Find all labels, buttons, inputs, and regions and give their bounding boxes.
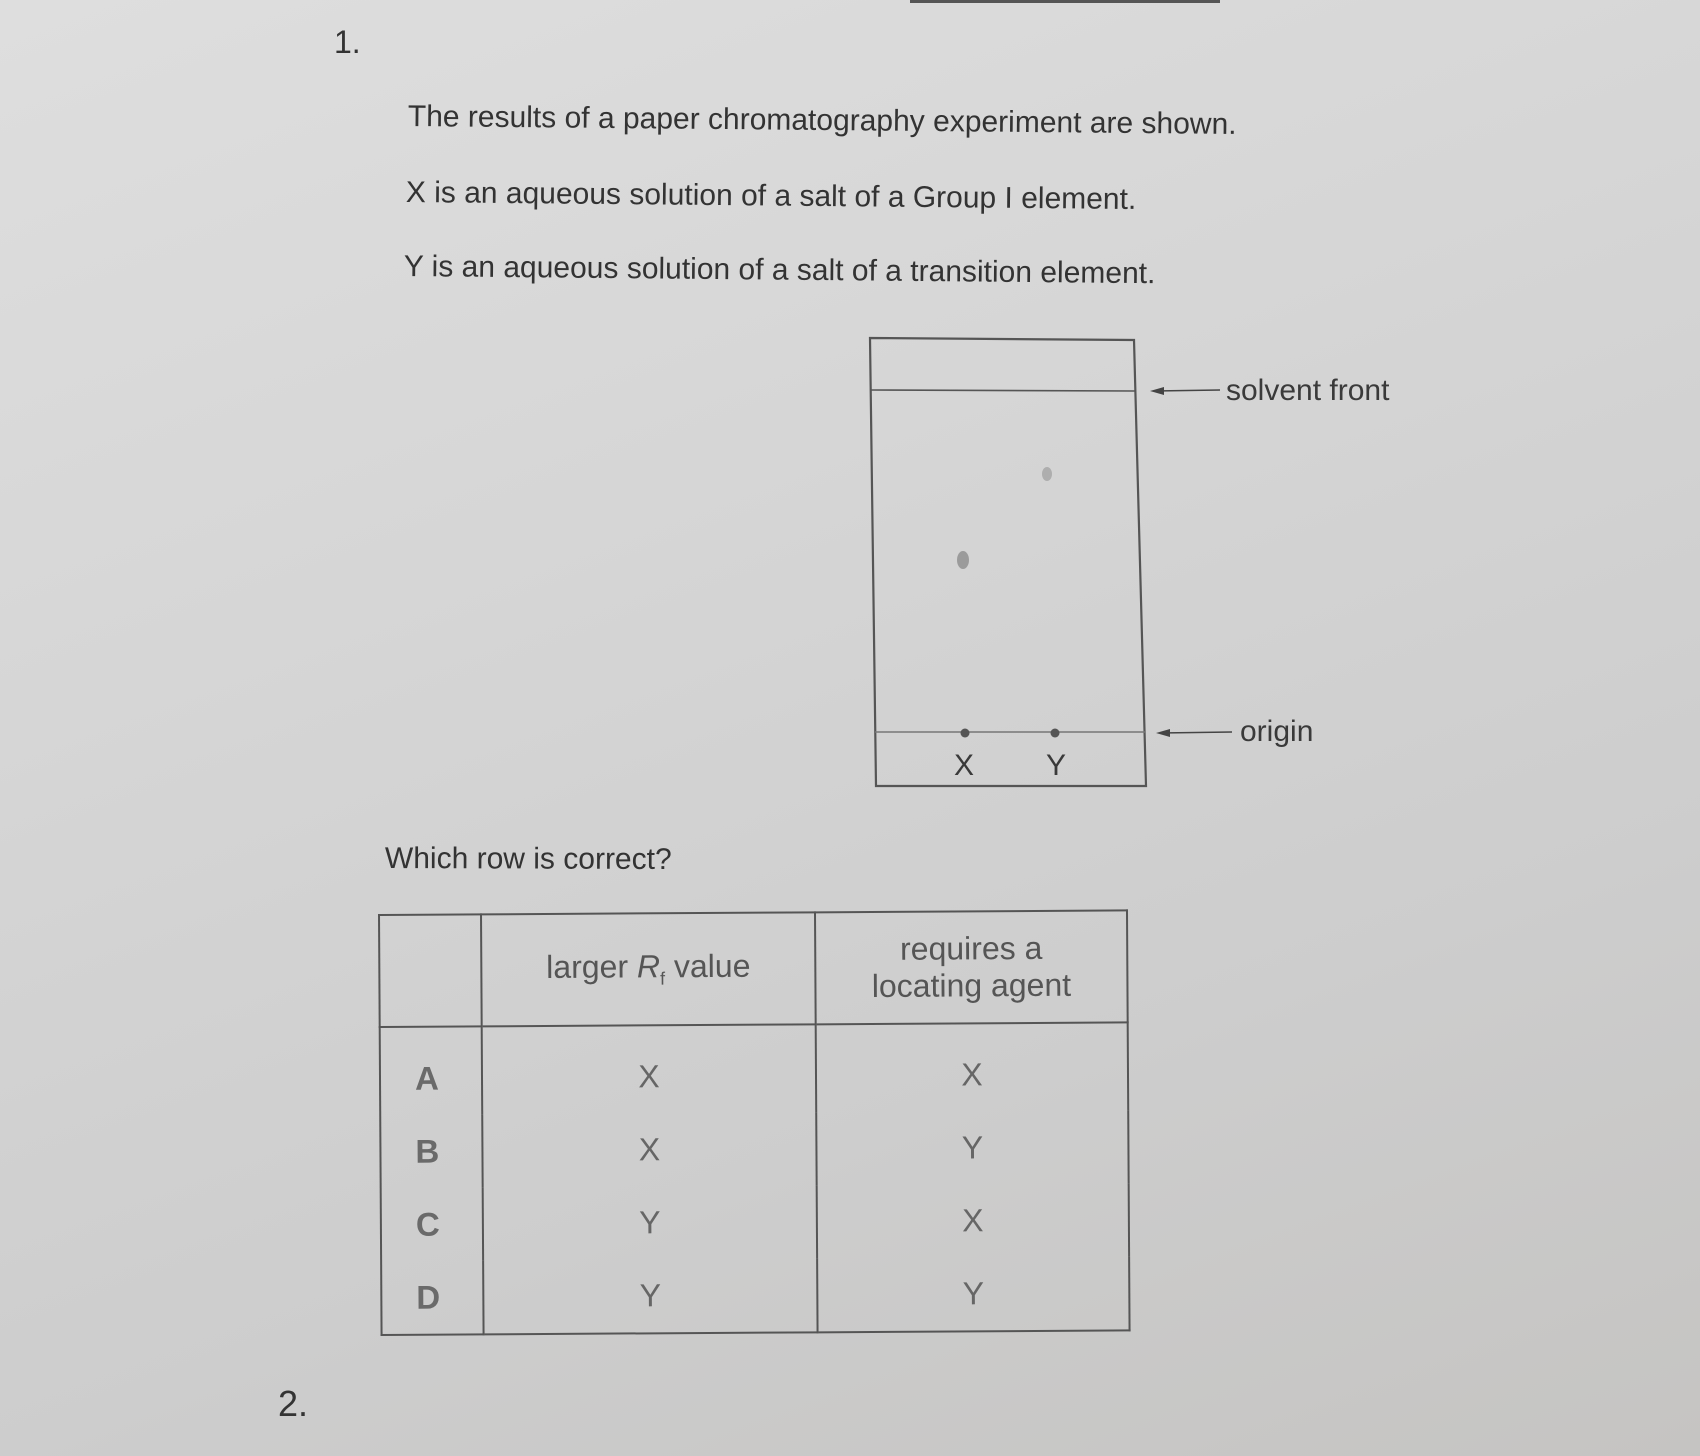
table-row [380,1022,1129,1115]
row-b-larger-rf: X [482,1112,816,1187]
solvent-front-label: solvent front [1226,374,1390,407]
row-d-larger-rf: Y [483,1258,817,1334]
question-2-number: 2. [278,1383,309,1424]
row-label-c: C [381,1187,483,1261]
header-rf-subscript: f [660,968,666,989]
header-locating-line-2: locating agent [871,966,1072,1004]
header-rf-prefix: larger [546,948,638,986]
table-row [380,1110,1128,1188]
chromatography-paper [870,338,1146,786]
row-a-larger-rf: X [482,1024,817,1114]
row-label-b: B [380,1114,482,1188]
row-c-locating-agent: X [817,1183,1129,1258]
solvent-front-line [871,390,1135,391]
header-locating-line-1: requires a [899,929,1043,967]
question-prompt: Which row is correct? [384,842,672,877]
solvent-front-arrowhead [1150,387,1164,395]
solution-x-description: X is an aqueous solution of a salt of a Group I element. [405,176,1137,217]
header-larger-rf [481,912,816,1026]
header-blank-cell [379,914,482,1027]
spot-label-x: X [953,749,975,782]
row-label-a: A [380,1026,483,1115]
header-rf-symbol: R [636,948,661,985]
answer-options-table [378,909,1131,1336]
question-intro-text: The results of a paper chromatography experiment are shown. [407,100,1237,141]
chromatogram-diagram [868,334,1390,794]
table-row [381,1256,1129,1335]
header-locating-agent [815,910,1128,1024]
origin-arrow-line [1160,732,1232,733]
spot-y [1042,467,1052,481]
row-a-locating-agent: X [816,1022,1129,1112]
row-b-locating-agent: Y [816,1110,1128,1185]
origin-arrowhead [1156,729,1170,737]
solution-y-description: Y is an aqueous solution of a salt of a transition element. [403,250,1156,291]
spot-x [957,551,969,569]
table-row [381,1183,1129,1261]
spot-label-y: Y [1045,749,1067,782]
table-header-row [379,910,1128,1027]
row-d-locating-agent: Y [817,1256,1129,1332]
page-top-rule [910,0,1220,3]
question-1-number: 1. [334,24,361,60]
origin-dot-x [961,729,970,738]
row-c-larger-rf: Y [483,1185,817,1260]
header-rf-suffix: value [664,948,751,985]
origin-dot-y [1051,729,1060,738]
row-label-d: D [381,1260,483,1335]
origin-label: origin [1240,715,1314,748]
